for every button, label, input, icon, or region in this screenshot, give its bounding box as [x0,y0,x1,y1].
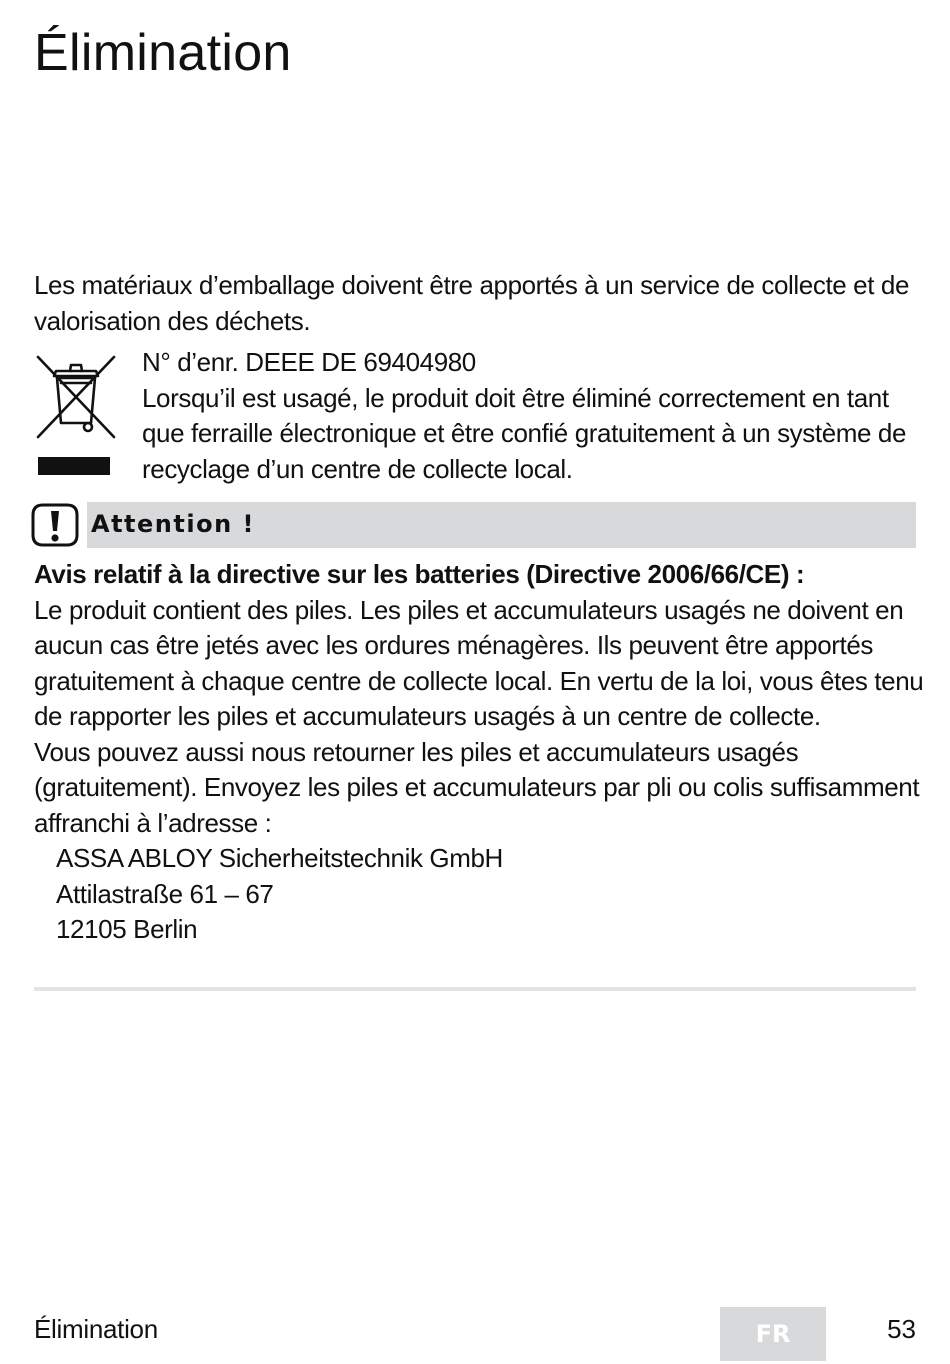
page-number: 53 [887,1314,916,1344]
crossed-out-wheelie-bin-icon [34,349,118,477]
address-city: 12105 Berlin [56,914,198,944]
exclamation-icon [30,502,80,548]
battery-paragraph-1: Le produit contient des piles. Les piles et accumulateurs usagés ne doivent en aucun cas être jetés avec les ordures ménagères. Ils peuvent être apportés gratuitement à chaque centre de collecte local. En vertu de la loi, vous êtes tenu de rapporter les piles et accumulateurs usagés à un centre de collecte. [34,594,924,731]
attention-label: Attention ! [91,510,255,538]
page-title: Élimination [34,24,292,82]
address-company: ASSA ABLOY Sicherheitstechnik GmbH [56,843,503,873]
weee-registration: N° d’enr. DEEE DE 69404980 [142,347,476,377]
battery-directive-section [34,557,924,948]
battery-heading: Avis relatif à la directive sur les batteries (Directive 2006/66/CE) : [34,559,805,589]
return-address [34,841,924,948]
attention-bar [87,502,916,548]
address-street: Attilastraße 61 – 67 [56,878,274,909]
footer-section-title: Élimination [34,1314,158,1344]
intro-paragraph: Les matériaux d’emballage doivent être apportés à un service de collecte et de valorisation des déchets. [34,270,910,336]
weee-notice [34,345,924,485]
section-divider [34,987,916,991]
battery-paragraph-2: Vous pouvez aussi nous retourner les piles et accumulateurs usagés (gratuitement). Envoyez les piles et accumulateurs par pli ou colis suffisamment affranchi à l’adresse : [34,736,920,838]
weee-description: Lorsqu’il est usagé, le produit doit être éliminé correctement en tant que ferraille électronique et être confié gratuitement à un système de recyclage d’un centre de collecte local. [142,382,907,484]
language-badge: FR [720,1307,826,1361]
attention-banner [30,500,916,550]
